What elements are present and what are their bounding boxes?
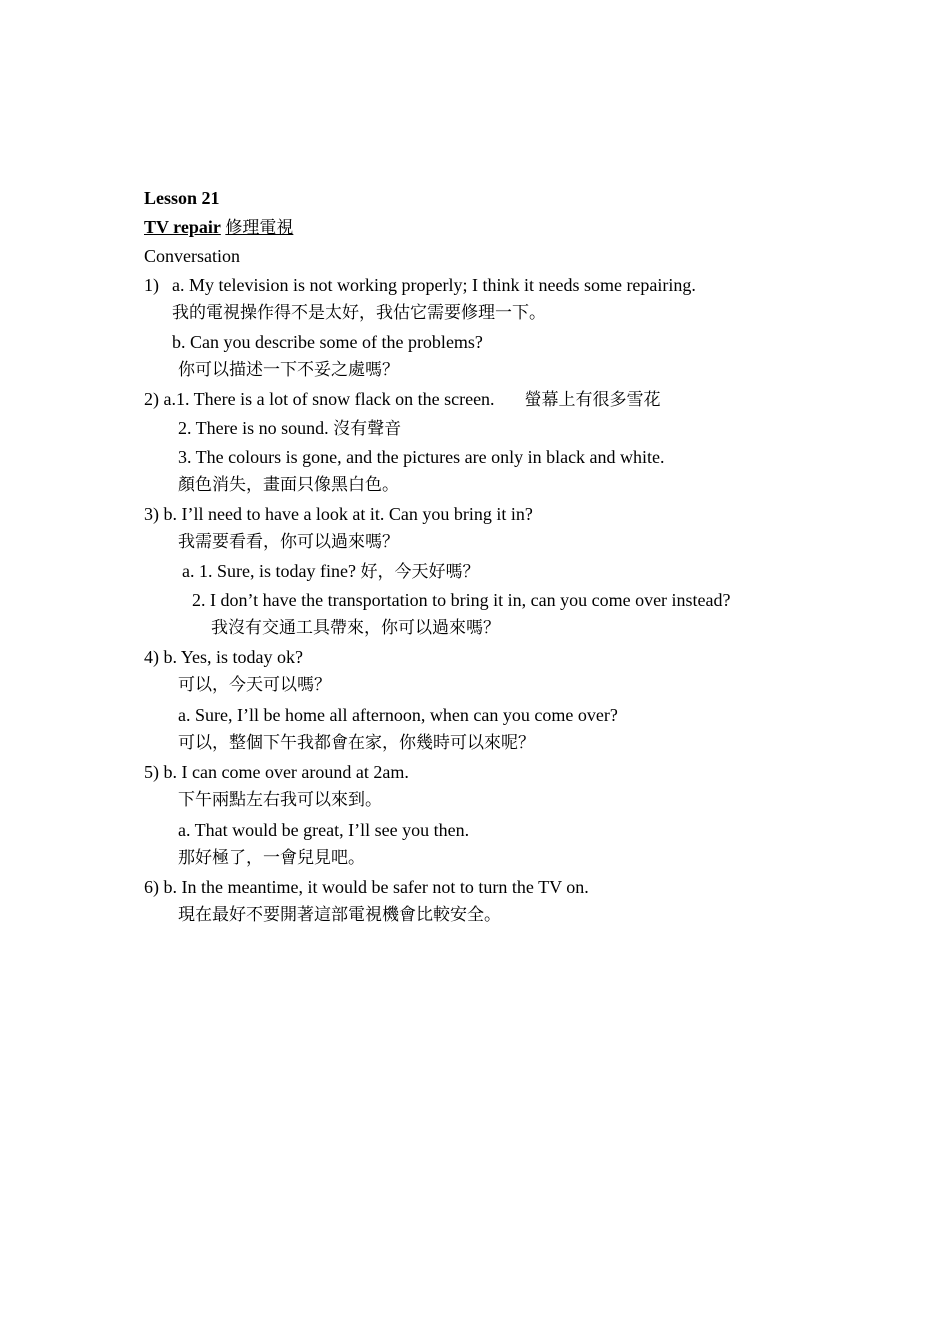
dialogue-1a-chinese: 我的電視操作得不是太好，我估它需要修理一下。 [172, 303, 546, 323]
dialogue-number-1: 1) [144, 275, 159, 295]
dialogue-5b-chinese: 下午兩點左右我可以來到。 [178, 790, 382, 810]
dialogue-3a1-chinese: 好，今天好嗎？ [360, 562, 480, 582]
lesson-title: Lesson 21 [144, 188, 220, 208]
dialogue-3b-english: 3) b. I’ll need to have a look at it. Can you bring it in? [144, 504, 533, 524]
dialogue-5a-chinese: 那好極了，一會兒見吧。 [178, 848, 365, 868]
section-label: Conversation [144, 246, 240, 266]
dialogue-2-item2 [178, 417, 401, 439]
dialogue-2-item3-chinese: 顏色消失，畫面只像黑白色。 [178, 475, 399, 495]
dialogue-6b-english: 6) b. In the meantime, it would be safer not to turn the TV on. [144, 877, 589, 897]
dialogue-2-item2-english: 2. There is no sound. [178, 418, 329, 438]
heading-chinese: 修理電視 [225, 218, 294, 238]
dialogue-1b-english: b. Can you describe some of the problems? [172, 332, 483, 352]
dialogue-3a2-chinese: 我沒有交通工具帶來，你可以過來嗎？ [211, 618, 500, 638]
dialogue-4a-english: a. Sure, I’ll be home all afternoon, when can you come over? [178, 705, 618, 725]
dialogue-4b-chinese: 可以，今天可以嗎？ [178, 675, 331, 695]
dialogue-1b-chinese: 你可以描述一下不妥之處嗎？ [178, 360, 399, 380]
dialogue-5b-english: 5) b. I can come over around at 2am. [144, 762, 409, 782]
dialogue-2-item3-english: 3. The colours is gone, and the pictures are only in black and white. [178, 447, 665, 467]
lesson-heading [144, 216, 293, 238]
dialogue-2-item2-chinese: 沒有聲音 [333, 419, 402, 439]
dialogue-3a2-english: 2. I don’t have the transportation to bring it in, can you come over instead? [192, 590, 731, 610]
dialogue-1a-english: a. My television is not working properly; I think it needs some repairing. [172, 275, 696, 295]
dialogue-3a1 [182, 560, 479, 582]
dialogue-3b-chinese: 我需要看看，你可以過來嗎？ [178, 532, 399, 552]
dialogue-4a-chinese: 可以，整個下午我都會在家，你幾時可以來呢？ [178, 733, 535, 753]
dialogue-4b-english: 4) b. Yes, is today ok? [144, 647, 304, 667]
dialogue-2-item1 [144, 388, 661, 410]
dialogue-3a1-english: a. 1. Sure, is today fine? [182, 561, 356, 581]
dialogue-2-item1-chinese: 螢幕上有很多雪花 [524, 390, 661, 410]
dialogue-5a-english: a. That would be great, I’ll see you then. [178, 820, 470, 840]
dialogue-6b-chinese: 現在最好不要開著這部電視機會比較安全。 [178, 905, 501, 925]
heading-english: TV repair [144, 217, 221, 237]
dialogue-2-item1-english: 2) a.1. There is a lot of snow flack on the screen. [144, 389, 495, 409]
